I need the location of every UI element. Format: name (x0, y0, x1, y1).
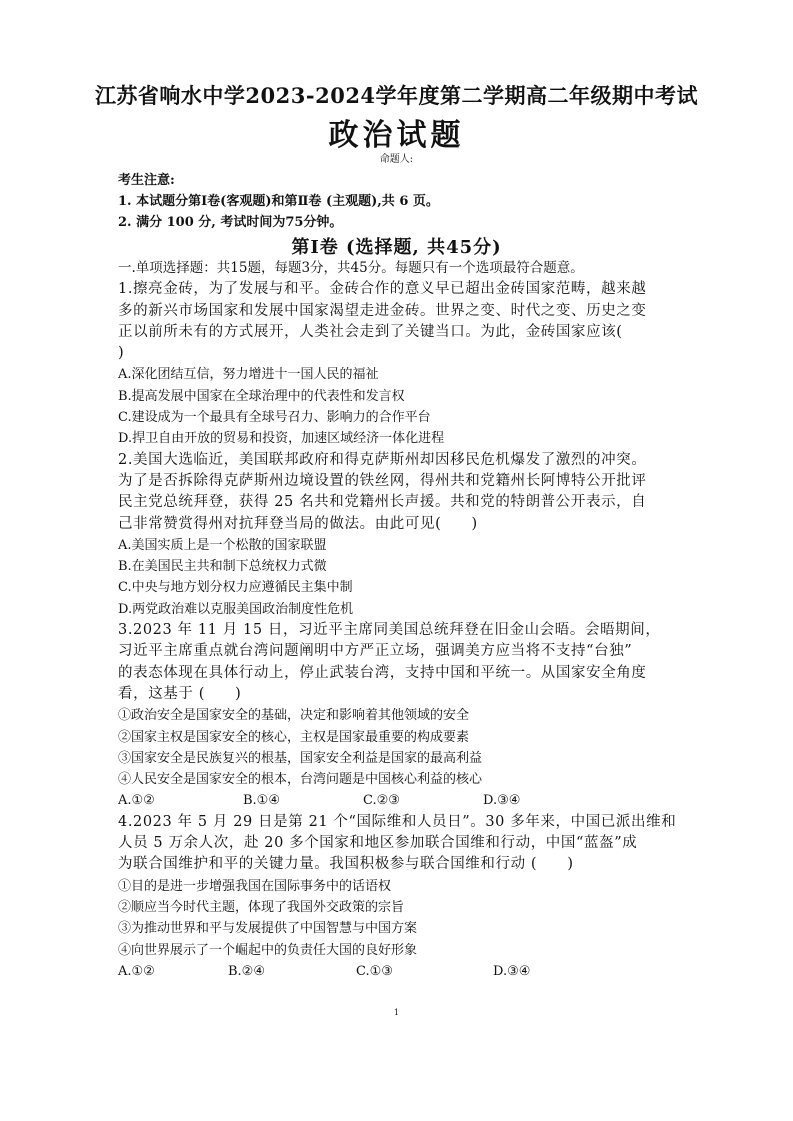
answer-option: D.两党政治难以克服美国政治制度性危机 (118, 601, 354, 617)
notes-heading: 考生注意: (118, 173, 175, 188)
question-stem-line: 为了是否拆除得克萨斯州边境设置的铁丝网，得州共和党籍州长阿博特公开批评 (118, 472, 647, 489)
answer-option: B.在美国民主共和制下总统权力式微 (118, 559, 327, 575)
exam-title: 江苏省响水中学2023-2024学年度第二学期高二年级期中考试 (94, 83, 699, 108)
answer-option: A.美国实质上是一个松散的国家联盟 (118, 537, 327, 553)
answer-option: C.建设成为一个最具有全球号召力、影响力的合作平台 (118, 410, 431, 426)
statement-item: ③国家安全是民族复兴的根基，国家安全利益是国家的最高利益 (118, 750, 483, 766)
choice-d: D.③④ (483, 793, 521, 809)
answer-option: B.提高发展中国家在全球治理中的代表性和发言权 (118, 388, 405, 404)
choice-row (118, 961, 682, 982)
question-area (118, 258, 682, 982)
choice-c: C.②③ (363, 793, 400, 809)
subject-title: 政治试题 (328, 118, 465, 153)
choice-row (118, 790, 682, 811)
answer-option: C.中央与地方划分权力应遵循民主集中制 (118, 580, 353, 596)
statement-item: ④向世界展示了一个崛起中的负责任大国的良好形象 (118, 942, 418, 958)
question-stem-line: 为联合国维护和平的关键力量。我国积极参与联合国维和行动 ( ) (118, 856, 574, 873)
note-item: 1. 本试题分第Ⅰ卷(客观题)和第Ⅱ卷 (主观题),共 6 页。 (118, 194, 439, 209)
candidate-notes (118, 170, 688, 233)
statement-item: ④人民安全是国家安全的根本，台湾问题是中国核心利益的核心 (118, 772, 483, 788)
question-stem-line: 的表态体现在具体行动上，停止武装台湾，支持中国和平统一。从国家安全角度 (118, 664, 647, 681)
answer-option: A.深化团结互信，努力增进十一国人民的福祉 (118, 367, 379, 383)
question-stem-line: 2.美国大选临近，美国联邦政府和得克萨斯州却因移民危机爆发了激烈的冲突。 (118, 451, 647, 468)
question-stem-line: 1.擦亮金砖，为了发展与和平。金砖合作的意义早已超出金砖国家范畴，越来越 (118, 281, 647, 298)
choice-c: C.①③ (356, 963, 393, 979)
question-stem-line: 人员 5 万余人次，赴 20 多个国家和地区参加联合国维和行动，中国“蓝盔”成 (118, 835, 638, 852)
statement-item: ②顺应当今时代主题，体现了我国外交政策的宗旨 (118, 899, 405, 915)
statement-item: ①政治安全是国家安全的基础，决定和影响着其他领域的安全 (118, 708, 470, 724)
question-stem-line: 4.2023 年 5 月 29 日是第 21 个“国际维和人员日”。30 多年来，中国已派出维和 (118, 813, 677, 830)
statement-item: ③为推动世界和平与发展提供了中国智慧与中国方案 (118, 921, 418, 937)
page-number: 1 (393, 1008, 400, 1017)
question-stem-line: 正以前所未有的方式展开，人类社会走到了关键当口。为此，金砖国家应该( (118, 323, 623, 340)
choice-b: B.②④ (228, 963, 265, 979)
section-instruction: 一.单项选择题：共15题，每题3分，共45分。每题只有一个选项最符合题意。 (118, 260, 584, 276)
choice-a: A.①② (118, 793, 155, 809)
question-3 (118, 620, 682, 812)
choice-d: D.③④ (493, 963, 531, 979)
statement-item: ①目的是进一步增强我国在国际事务中的话语权 (118, 878, 392, 894)
question-stem-line: 多的新兴市场国家和发展中国家渴望走进金砖。世界之变、时代之变、历史之变 (118, 302, 647, 319)
statement-item: ②国家主权是国家安全的核心，主权是国家最重要的构成要素 (118, 729, 470, 745)
part-one-title: 第Ⅰ卷 (选择题, 共45分) (291, 237, 502, 258)
author-label: 命题人: (379, 154, 414, 165)
question-stem-line: 3.2023 年 11 月 15 日，习近平主席同美国总统拜登在旧金山会晤。会晤期间， (118, 622, 661, 639)
question-stem-line: 习近平主席重点就台湾问题阐明中方严正立场，强调美方应当将不支持“台独” (118, 643, 633, 660)
question-1 (118, 279, 682, 449)
choice-a: A.①② (118, 963, 155, 979)
question-stem-line: ) (118, 345, 125, 362)
question-stem-line: 民主党总统拜登，获得 25 名共和党籍州长声援。共和党的特朗普公开表示，自 (118, 494, 647, 511)
answer-option: D.捍卫自由开放的贸易和投资，加速区域经济一体化进程 (118, 431, 445, 447)
question-stem-line: 己非常赞赏得州对抗拜登当局的做法。由此可见( ) (118, 515, 478, 532)
question-4 (118, 812, 682, 982)
question-stem-line: 看，这基于 ( ) (118, 685, 242, 702)
question-2 (118, 450, 682, 620)
note-item: 2. 满分 100 分, 考试时间为75分钟。 (118, 215, 343, 230)
choice-b: B.①④ (243, 793, 280, 809)
